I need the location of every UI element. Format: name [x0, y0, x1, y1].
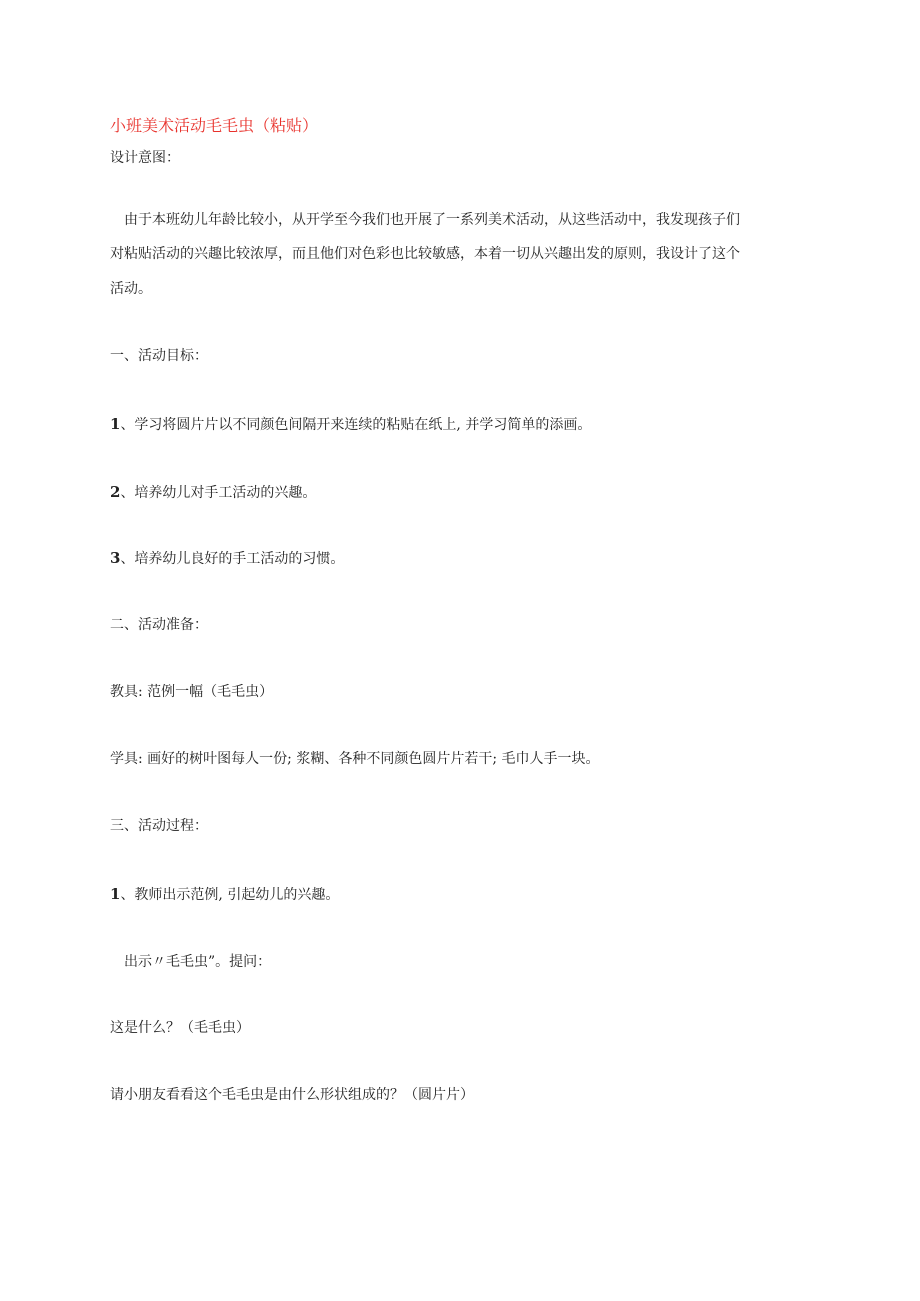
intro-line-2: 对粘贴活动的兴趣比较浓厚，而且他们对色彩也比较敏感，本着一切从兴趣出发的原则，我设计了这个	[110, 246, 740, 262]
goal-text: 、培养幼儿对手工活动的兴趣。	[120, 485, 317, 501]
teacher-tools: 教具: 范例一幅（毛毛虫）	[110, 684, 274, 700]
step-text: 、教师出示范例, 引起幼儿的兴趣。	[120, 887, 340, 903]
section-heading-goals: 一、活动目标：	[110, 348, 208, 364]
goal-number: 2	[110, 483, 121, 501]
goal-item-1	[110, 414, 591, 435]
process-step-1	[110, 884, 339, 905]
intro-line-1: 由于本班幼儿年龄比较小，从开学至今我们也开展了一系列美术活动，从这些活动中，我发现孩子们	[124, 212, 740, 228]
goal-text: 、培养幼儿良好的手工活动的习惯。	[120, 551, 345, 567]
question-1: 这是什么？（毛毛虫）	[110, 1020, 250, 1036]
goal-item-2	[110, 482, 316, 503]
goal-number: 3	[110, 549, 121, 567]
question-2: 请小朋友看看这个毛毛虫是由什么形状组成的？（圆片片）	[110, 1087, 474, 1103]
student-tools: 学具: 画好的树叶图每人一份; 浆糊、各种不同颜色圆片片若干; 毛巾人手一块。	[110, 751, 600, 767]
section-heading-process: 三、活动过程：	[110, 818, 208, 834]
goal-text: 、学习将圆片片以不同颜色间隔开来连续的粘贴在纸上, 并学习简单的添画。	[120, 417, 592, 433]
intro-line-3: 活动。	[110, 281, 152, 297]
section-heading-preparation: 二、活动准备：	[110, 617, 208, 633]
show-example-line: 出示〃毛毛虫”。提问：	[124, 954, 272, 970]
document-title: 小班美术活动毛毛虫（粘贴）	[110, 116, 319, 135]
goal-number: 1	[110, 415, 121, 433]
step-number: 1	[110, 885, 121, 903]
goal-item-3	[110, 548, 344, 569]
design-intent-label: 设计意图：	[110, 150, 180, 166]
